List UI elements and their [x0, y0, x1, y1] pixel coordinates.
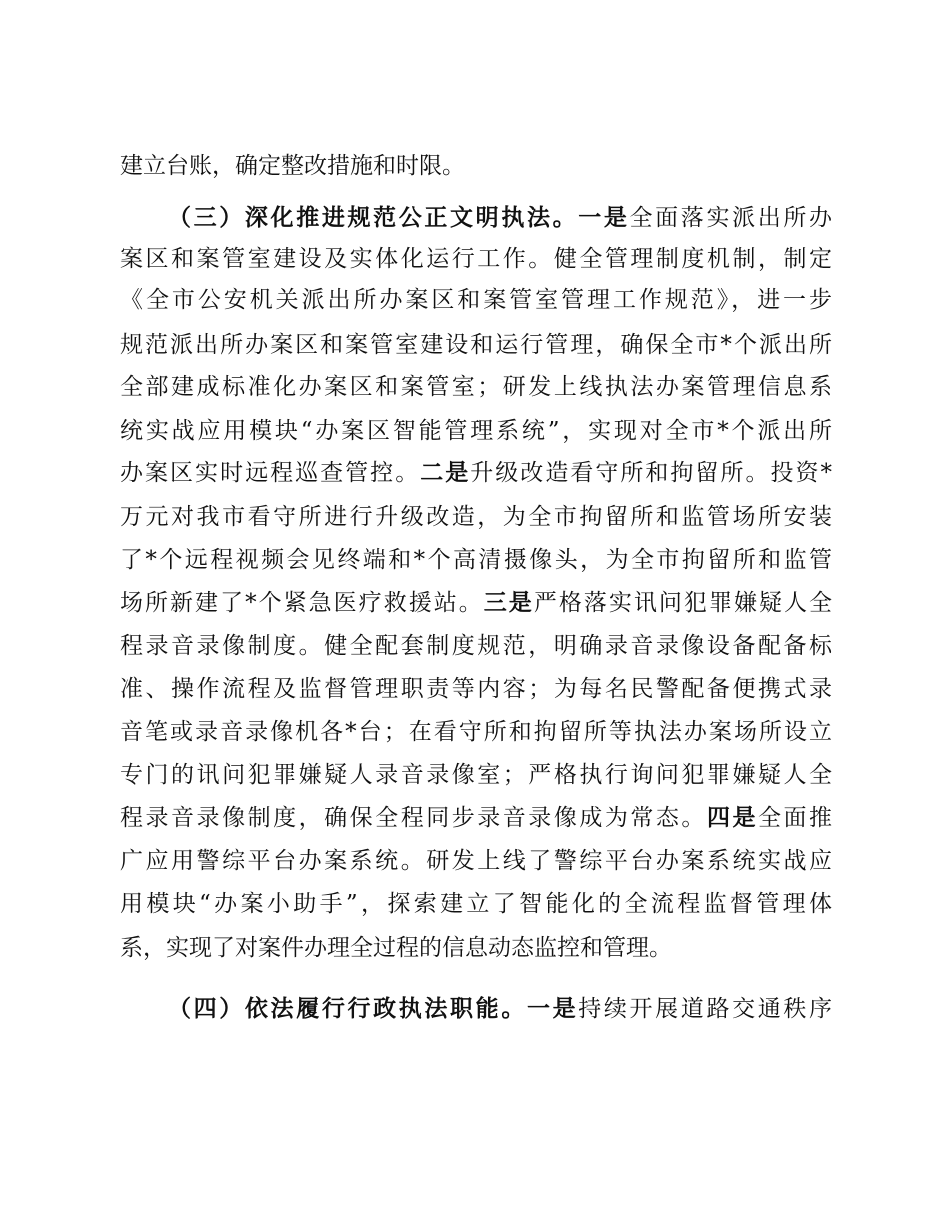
text-run: 用模块“办案小助手”，探索建立了智能化的全流程监督管理体: [120, 891, 832, 917]
text-run: 案区和案管室建设及实体化运行工作。健全管理制度机制，制定: [120, 246, 832, 272]
text-run: 《全市公安机关派出所办案区和案管室管理工作规范》，进一步: [120, 287, 832, 313]
bold-text-run: （三）深化推进规范公正文明执法。: [168, 204, 579, 231]
text-line: [120, 626, 832, 666]
text-line: [120, 712, 832, 752]
text-run: 系，实现了对案件办理全过程的信息动态监控和管理。: [120, 935, 672, 961]
text-run: 场所新建了*个紧急医疗救援站。: [120, 590, 484, 616]
text-line: [120, 367, 832, 407]
bold-text-run: （四）依法履行行政执法职能。: [168, 995, 527, 1022]
text-line: [120, 798, 832, 838]
text-run: 建立台账，确定整改措施和时限。: [120, 153, 465, 179]
text-run: 办案区实时远程巡查管控。: [120, 460, 421, 486]
text-line: [120, 841, 832, 881]
bold-text-run: 二是: [420, 459, 471, 486]
text-line: [120, 411, 832, 451]
text-run: 程录音录像制度。健全配套制度规范，明确录音录像设备配备标: [120, 633, 832, 659]
text-line: [120, 453, 832, 493]
text-run: 程录音录像制度，确保全程同步录音录像成为常态。: [120, 805, 707, 831]
text-line: [120, 146, 832, 186]
text-line: [120, 325, 832, 365]
text-line: [120, 928, 832, 968]
text-line: [120, 239, 832, 279]
text-line: [120, 669, 832, 709]
text-line: [168, 989, 832, 1029]
text-run: 万元对我市看守所进行升级改造，为全市拘留所和监管场所安装: [120, 504, 832, 530]
text-line: [120, 755, 832, 795]
text-run: 准、操作流程及监督管理职责等内容；为每名民警配备便携式录: [120, 676, 832, 702]
text-run: 全面落实派出所办: [629, 205, 833, 231]
text-line: [120, 280, 832, 320]
bold-text-run: 一是: [526, 995, 579, 1022]
bold-text-run: 三是: [483, 589, 534, 616]
text-line: [120, 497, 832, 537]
text-run: 专门的讯问犯罪嫌疑人录音录像室；严格执行询问犯罪嫌疑人全: [120, 762, 832, 788]
text-line: [120, 540, 832, 580]
text-run: 持续开展道路交通秩序: [578, 996, 833, 1022]
text-run: 全部建成标准化办案区和案管室；研发上线执法办案管理信息系: [120, 374, 832, 400]
bold-text-run: 四是: [706, 804, 758, 831]
text-run: 广应用警综平台办案系统。研发上线了警综平台办案系统实战应: [120, 848, 832, 874]
bold-text-run: 一是: [578, 204, 630, 231]
text-run: 规范派出所办案区和案管室建设和运行管理，确保全市*个派出所: [120, 332, 832, 358]
text-run: 了*个远程视频会见终端和*个高清摄像头，为全市拘留所和监管: [120, 547, 832, 573]
text-run: 升级改造看守所和拘留所。投资*: [470, 460, 833, 486]
text-line: [120, 884, 832, 924]
text-run: 严格落实讯问犯罪嫌疑人全: [533, 590, 833, 616]
text-run: 音笔或录音录像机各*台；在看守所和拘留所等执法办案场所设立: [120, 719, 832, 745]
text-run: 全面推: [757, 805, 833, 831]
text-line: [168, 198, 832, 238]
text-line: [120, 583, 832, 623]
text-run: 统实战应用模块“办案区智能管理系统”，实现对全市*个派出所: [120, 418, 832, 444]
